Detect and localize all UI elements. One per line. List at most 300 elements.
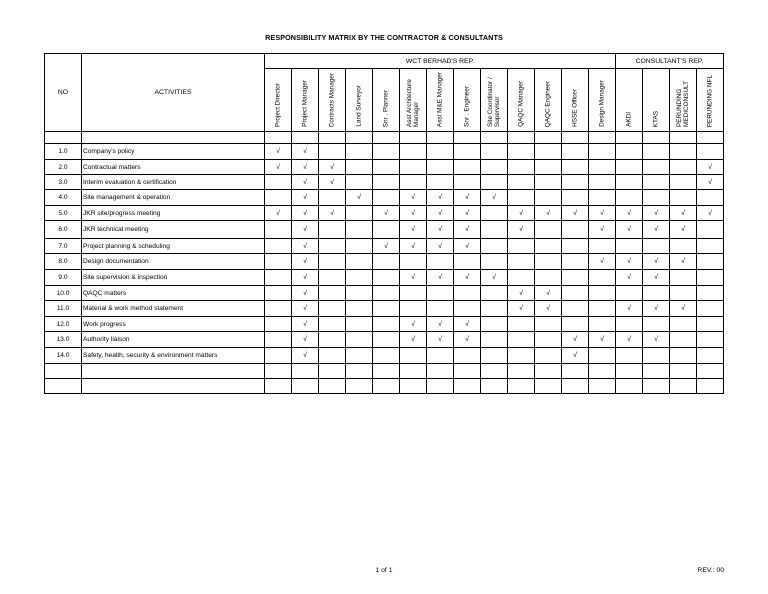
role-header-label: Project Manager	[301, 80, 309, 127]
table-row	[45, 160, 724, 175]
check-mark-icon: √	[411, 336, 415, 343]
matrix-cell	[643, 348, 670, 364]
check-mark-icon: √	[627, 305, 631, 312]
empty-cell	[616, 379, 643, 394]
spacer-cell	[508, 132, 535, 144]
table-row	[45, 301, 724, 317]
matrix-cell	[373, 239, 400, 254]
matrix-cell	[697, 239, 724, 254]
check-mark-icon: √	[303, 258, 307, 265]
role-header-label: AKDI	[625, 112, 633, 127]
empty-cell	[535, 379, 562, 394]
matrix-cell	[292, 270, 319, 286]
matrix-cell	[265, 270, 292, 286]
matrix-cell	[481, 206, 508, 221]
matrix-cell	[427, 332, 454, 348]
consultant-group-header: CONSULTANT'S REP.	[616, 54, 724, 69]
check-mark-icon: √	[303, 320, 307, 328]
matrix-cell	[697, 286, 724, 301]
matrix-cell	[643, 239, 670, 254]
matrix-cell	[373, 144, 400, 160]
matrix-cell	[427, 254, 454, 270]
activity-cell: Design documentation	[82, 254, 265, 270]
spacer-cell	[481, 132, 508, 144]
matrix-cell	[427, 348, 454, 364]
role-header	[670, 69, 697, 132]
matrix-cell	[643, 286, 670, 301]
activity-cell: Safety, health, security & environment matters	[82, 348, 265, 364]
matrix-cell	[400, 221, 427, 239]
matrix-cell	[319, 317, 346, 332]
matrix-cell	[535, 175, 562, 190]
matrix-cell	[346, 301, 373, 317]
role-header	[562, 69, 589, 132]
matrix-cell	[643, 332, 670, 348]
matrix-cell	[454, 332, 481, 348]
matrix-cell	[670, 301, 697, 317]
empty-cell	[346, 379, 373, 394]
table-row	[45, 190, 724, 206]
empty-cell	[292, 364, 319, 379]
empty-cell	[643, 364, 670, 379]
matrix-cell	[697, 190, 724, 206]
matrix-cell	[697, 301, 724, 317]
matrix-cell	[427, 144, 454, 160]
check-mark-icon: √	[438, 336, 442, 343]
matrix-cell	[697, 144, 724, 160]
check-mark-icon: √	[627, 209, 631, 217]
matrix-cell	[454, 239, 481, 254]
matrix-cell	[265, 144, 292, 160]
spacer-cell	[643, 132, 670, 144]
check-mark-icon: √	[330, 209, 334, 217]
check-mark-icon: √	[681, 258, 685, 265]
check-mark-icon: √	[438, 242, 442, 250]
matrix-cell	[292, 160, 319, 175]
matrix-cell	[535, 286, 562, 301]
matrix-cell	[535, 317, 562, 332]
matrix-cell	[508, 301, 535, 317]
matrix-cell	[508, 286, 535, 301]
matrix-cell	[481, 254, 508, 270]
check-mark-icon: √	[681, 209, 685, 217]
row-number: 11.0	[45, 301, 82, 317]
matrix-cell	[643, 160, 670, 175]
matrix-cell	[643, 221, 670, 239]
empty-row	[45, 364, 724, 379]
role-header-label: KTAS	[652, 110, 660, 127]
check-mark-icon: √	[465, 320, 469, 328]
matrix-cell	[454, 286, 481, 301]
check-mark-icon: √	[600, 336, 604, 343]
matrix-cell	[292, 254, 319, 270]
matrix-cell	[508, 348, 535, 364]
row-number: 3.0	[45, 175, 82, 190]
table-row	[45, 206, 724, 221]
matrix-cell	[481, 190, 508, 206]
check-mark-icon: √	[303, 194, 307, 201]
check-mark-icon: √	[600, 209, 604, 217]
check-mark-icon: √	[303, 305, 307, 312]
check-mark-icon: √	[627, 274, 631, 281]
matrix-cell	[265, 175, 292, 190]
matrix-cell	[292, 221, 319, 239]
empty-cell	[400, 364, 427, 379]
empty-cell	[400, 379, 427, 394]
role-header-label: PERUNDING NFL	[706, 74, 714, 127]
check-mark-icon: √	[303, 289, 307, 297]
matrix-cell	[319, 286, 346, 301]
matrix-cell	[265, 254, 292, 270]
spacer-cell	[45, 132, 82, 144]
table-row	[45, 144, 724, 160]
matrix-cell	[373, 286, 400, 301]
role-header	[481, 69, 508, 132]
matrix-cell	[481, 332, 508, 348]
matrix-cell	[535, 160, 562, 175]
empty-cell	[643, 379, 670, 394]
activity-cell: Interim evaluation & certification	[82, 175, 265, 190]
check-mark-icon: √	[573, 352, 577, 359]
matrix-cell	[265, 348, 292, 364]
matrix-cell	[373, 190, 400, 206]
check-mark-icon: √	[654, 258, 658, 265]
matrix-cell	[346, 221, 373, 239]
empty-cell	[562, 379, 589, 394]
matrix-cell	[670, 317, 697, 332]
matrix-cell	[697, 254, 724, 270]
matrix-cell	[589, 301, 616, 317]
matrix-cell	[508, 160, 535, 175]
matrix-cell	[292, 301, 319, 317]
check-mark-icon: √	[654, 305, 658, 312]
spacer-cell	[427, 132, 454, 144]
matrix-cell	[346, 270, 373, 286]
matrix-cell	[535, 221, 562, 239]
check-mark-icon: √	[708, 209, 712, 217]
matrix-cell	[535, 206, 562, 221]
matrix-cell	[589, 206, 616, 221]
matrix-cell	[427, 206, 454, 221]
row-number: 4.0	[45, 190, 82, 206]
check-mark-icon: √	[654, 274, 658, 281]
activity-cell: Site supervision & inspection	[82, 270, 265, 286]
matrix-cell	[427, 221, 454, 239]
check-mark-icon: √	[492, 194, 496, 201]
empty-cell	[373, 379, 400, 394]
matrix-cell	[697, 348, 724, 364]
matrix-cell	[616, 175, 643, 190]
check-mark-icon: √	[330, 163, 334, 171]
activity-cell: Contractual matters	[82, 160, 265, 175]
matrix-cell	[697, 317, 724, 332]
check-mark-icon: √	[411, 209, 415, 217]
matrix-cell	[346, 317, 373, 332]
check-mark-icon: √	[465, 194, 469, 201]
matrix-cell	[292, 348, 319, 364]
matrix-cell	[346, 144, 373, 160]
matrix-cell	[454, 348, 481, 364]
matrix-cell	[373, 270, 400, 286]
matrix-cell	[319, 221, 346, 239]
matrix-cell	[346, 286, 373, 301]
matrix-cell	[400, 144, 427, 160]
table-row	[45, 286, 724, 301]
matrix-cell	[454, 190, 481, 206]
matrix-cell	[400, 286, 427, 301]
matrix-cell	[481, 239, 508, 254]
spacer-cell	[346, 132, 373, 144]
matrix-cell	[670, 175, 697, 190]
spacer-cell	[535, 132, 562, 144]
matrix-cell	[265, 160, 292, 175]
table-row	[45, 348, 724, 364]
matrix-cell	[697, 206, 724, 221]
matrix-cell	[616, 239, 643, 254]
matrix-cell	[373, 254, 400, 270]
matrix-cell	[265, 221, 292, 239]
matrix-cell	[562, 239, 589, 254]
matrix-cell	[346, 206, 373, 221]
document-title: RESPONSIBILITY MATRIX BY THE CONTRACTOR & CONSULTANTS	[265, 33, 503, 42]
check-mark-icon: √	[276, 163, 280, 171]
matrix-cell	[589, 221, 616, 239]
empty-cell	[508, 364, 535, 379]
empty-cell	[373, 364, 400, 379]
matrix-cell	[265, 286, 292, 301]
matrix-cell	[265, 332, 292, 348]
matrix-cell	[373, 221, 400, 239]
contractor-group-header: WCT BERHAD'S REP.	[265, 54, 616, 69]
matrix-cell	[535, 254, 562, 270]
matrix-cell	[643, 144, 670, 160]
matrix-cell	[346, 160, 373, 175]
role-header	[508, 69, 535, 132]
matrix-cell	[670, 286, 697, 301]
matrix-cell	[643, 270, 670, 286]
matrix-cell	[427, 270, 454, 286]
matrix-cell	[562, 301, 589, 317]
check-mark-icon: √	[438, 226, 442, 233]
row-number: 8.0	[45, 254, 82, 270]
check-mark-icon: √	[438, 209, 442, 217]
check-mark-icon: √	[465, 209, 469, 217]
check-mark-icon: √	[519, 289, 523, 297]
matrix-cell	[454, 221, 481, 239]
empty-cell	[481, 379, 508, 394]
spacer-cell	[319, 132, 346, 144]
role-header-label: Asst Architecture Manager	[406, 79, 420, 127]
matrix-cell	[427, 317, 454, 332]
check-mark-icon: √	[519, 226, 523, 233]
role-header	[292, 69, 319, 132]
matrix-cell	[319, 175, 346, 190]
matrix-cell	[535, 332, 562, 348]
matrix-cell	[373, 301, 400, 317]
matrix-cell	[481, 144, 508, 160]
role-header	[535, 69, 562, 132]
row-number: 7.0	[45, 239, 82, 254]
check-mark-icon: √	[303, 336, 307, 343]
role-header-label: Site Coordinator / Supervisor	[487, 77, 501, 127]
check-mark-icon: √	[627, 336, 631, 343]
check-mark-icon: √	[519, 305, 523, 312]
role-header	[454, 69, 481, 132]
matrix-cell	[319, 301, 346, 317]
matrix-cell	[265, 190, 292, 206]
spacer-cell	[589, 132, 616, 144]
matrix-cell	[481, 221, 508, 239]
matrix-cell	[670, 206, 697, 221]
spacer-cell	[400, 132, 427, 144]
spacer-cell	[373, 132, 400, 144]
table-row	[45, 254, 724, 270]
check-mark-icon: √	[384, 242, 388, 250]
matrix-cell	[481, 160, 508, 175]
matrix-cell	[697, 332, 724, 348]
matrix-cell	[400, 301, 427, 317]
role-header-label: Design Manager	[598, 80, 606, 127]
matrix-cell	[697, 160, 724, 175]
table-row	[45, 221, 724, 239]
matrix-cell	[427, 190, 454, 206]
matrix-cell	[319, 206, 346, 221]
check-mark-icon: √	[357, 194, 361, 201]
matrix-cell	[670, 144, 697, 160]
role-header	[373, 69, 400, 132]
matrix-cell	[562, 160, 589, 175]
matrix-cell	[481, 301, 508, 317]
matrix-cell	[346, 190, 373, 206]
activities-header: ACTIVITIES	[82, 54, 265, 132]
matrix-cell	[562, 206, 589, 221]
activity-cell: Project planning & scheduling	[82, 239, 265, 254]
matrix-cell	[346, 175, 373, 190]
check-mark-icon: √	[303, 242, 307, 250]
empty-cell	[454, 364, 481, 379]
check-mark-icon: √	[465, 242, 469, 250]
empty-cell	[265, 379, 292, 394]
matrix-cell	[319, 348, 346, 364]
spacer-cell	[292, 132, 319, 144]
check-mark-icon: √	[573, 336, 577, 343]
matrix-cell	[454, 175, 481, 190]
check-mark-icon: √	[546, 209, 550, 217]
matrix-cell	[481, 317, 508, 332]
check-mark-icon: √	[627, 258, 631, 265]
matrix-cell	[643, 317, 670, 332]
role-header	[589, 69, 616, 132]
matrix-cell	[454, 317, 481, 332]
check-mark-icon: √	[681, 226, 685, 233]
table-row	[45, 332, 724, 348]
matrix-cell	[535, 348, 562, 364]
check-mark-icon: √	[492, 274, 496, 281]
matrix-cell	[670, 190, 697, 206]
matrix-cell	[616, 270, 643, 286]
matrix-cell	[427, 301, 454, 317]
matrix-cell	[535, 301, 562, 317]
empty-cell	[82, 379, 265, 394]
empty-cell	[562, 364, 589, 379]
matrix-cell	[292, 239, 319, 254]
matrix-cell	[670, 160, 697, 175]
matrix-cell	[292, 175, 319, 190]
row-number: 12.0	[45, 317, 82, 332]
matrix-cell	[697, 270, 724, 286]
check-mark-icon: √	[303, 352, 307, 359]
matrix-cell	[265, 317, 292, 332]
matrix-cell	[562, 286, 589, 301]
matrix-cell	[616, 254, 643, 270]
matrix-cell	[319, 144, 346, 160]
matrix-cell	[454, 301, 481, 317]
matrix-cell	[670, 348, 697, 364]
matrix-cell	[589, 160, 616, 175]
activity-cell: QAQC matters	[82, 286, 265, 301]
matrix-cell	[616, 160, 643, 175]
empty-cell	[670, 379, 697, 394]
matrix-cell	[670, 270, 697, 286]
empty-cell	[346, 364, 373, 379]
row-number: 13.0	[45, 332, 82, 348]
row-number: 14.0	[45, 348, 82, 364]
check-mark-icon: √	[303, 163, 307, 171]
matrix-cell	[319, 160, 346, 175]
responsibility-matrix-table	[44, 53, 724, 394]
matrix-cell	[535, 270, 562, 286]
matrix-cell	[400, 332, 427, 348]
matrix-cell	[427, 286, 454, 301]
spacer-cell	[670, 132, 697, 144]
empty-cell	[427, 364, 454, 379]
matrix-cell	[481, 286, 508, 301]
matrix-cell	[616, 332, 643, 348]
role-header	[319, 69, 346, 132]
matrix-cell	[643, 254, 670, 270]
check-mark-icon: √	[465, 274, 469, 281]
check-mark-icon: √	[303, 226, 307, 233]
empty-cell	[45, 364, 82, 379]
matrix-cell	[562, 270, 589, 286]
check-mark-icon: √	[303, 148, 307, 155]
matrix-cell	[346, 254, 373, 270]
matrix-cell	[400, 160, 427, 175]
check-mark-icon: √	[681, 305, 685, 312]
role-header-label: PERUNDING MEDICONSULT	[676, 80, 690, 127]
empty-cell	[427, 379, 454, 394]
empty-cell	[319, 364, 346, 379]
check-mark-icon: √	[411, 194, 415, 201]
role-header-label: QAQC Engineer	[544, 80, 552, 127]
row-number: 6.0	[45, 221, 82, 239]
matrix-cell	[373, 317, 400, 332]
matrix-cell	[643, 301, 670, 317]
matrix-cell	[481, 270, 508, 286]
matrix-cell	[508, 254, 535, 270]
row-number: 5.0	[45, 206, 82, 221]
matrix-cell	[535, 239, 562, 254]
spacer-cell	[616, 132, 643, 144]
matrix-cell	[454, 254, 481, 270]
matrix-cell	[616, 317, 643, 332]
check-mark-icon: √	[411, 226, 415, 233]
matrix-cell	[508, 206, 535, 221]
matrix-cell	[454, 160, 481, 175]
matrix-cell	[319, 332, 346, 348]
matrix-cell	[292, 332, 319, 348]
row-number: 9.0	[45, 270, 82, 286]
